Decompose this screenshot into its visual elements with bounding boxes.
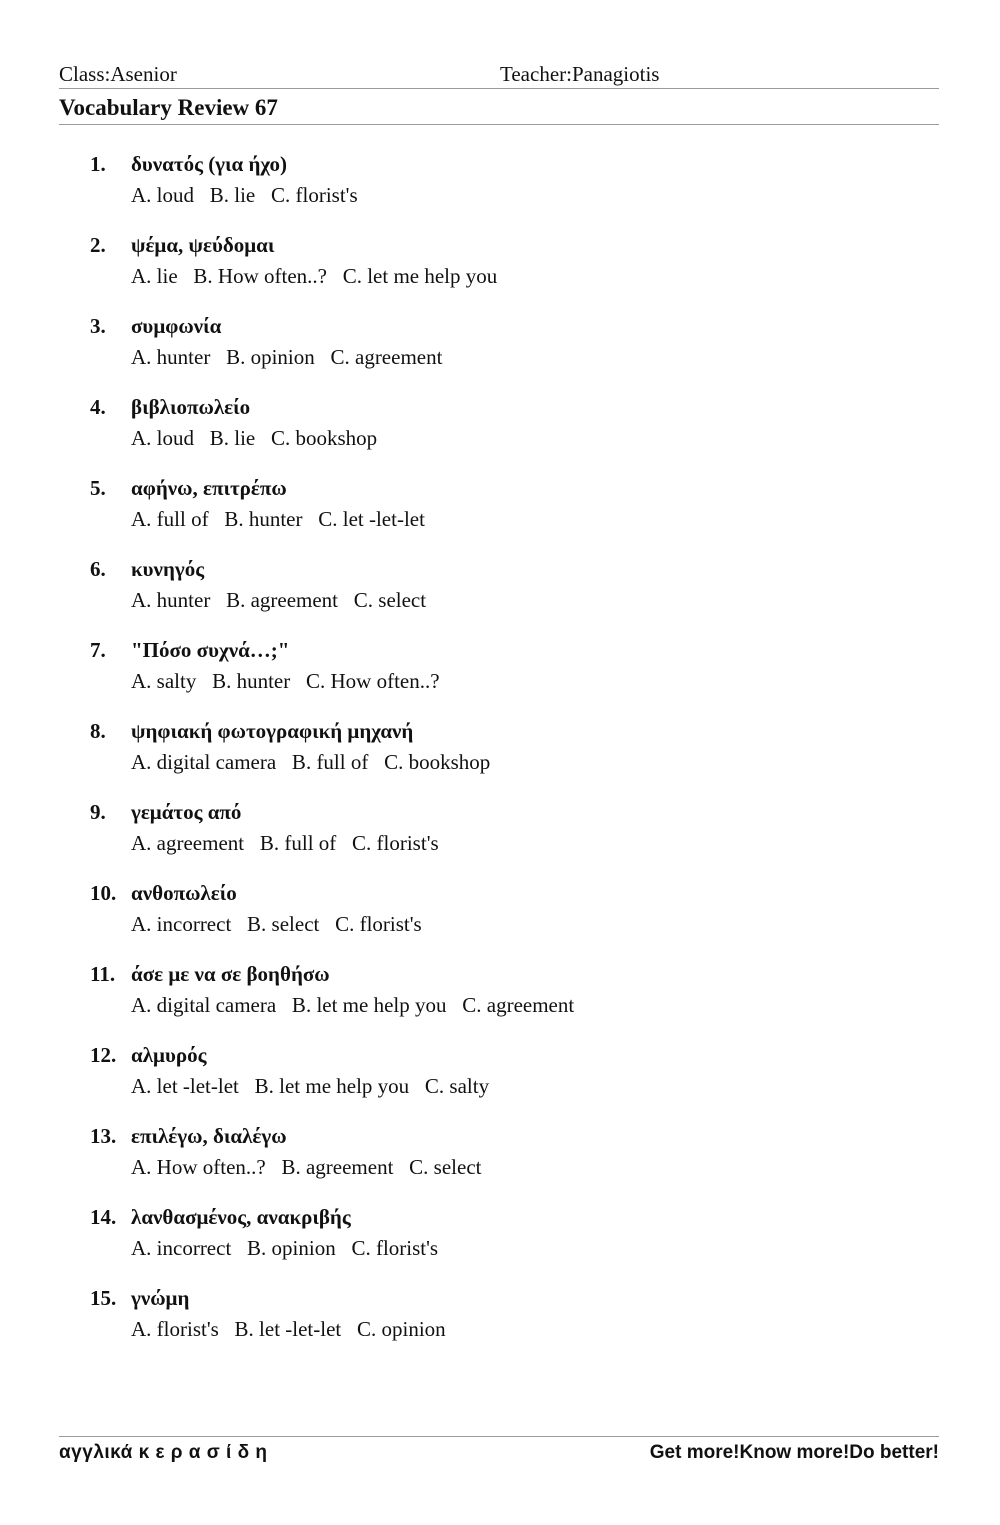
question-item <box>90 1203 910 1284</box>
question-options: A. loud B. lie C. florist's <box>131 183 358 207</box>
title-row <box>59 93 939 125</box>
question-prompt: συμφωνία <box>131 314 222 338</box>
question-item <box>90 150 910 231</box>
question-prompt: ανθοπωλείο <box>131 881 237 905</box>
question-prompt: "Πόσο συχνά…;" <box>131 638 290 662</box>
question-item <box>90 798 910 879</box>
question-list <box>90 150 910 1365</box>
question-number: 5. <box>90 476 106 500</box>
question-options: A. loud B. lie C. bookshop <box>131 426 378 450</box>
footer-slogan: Get more!Know more!Do better! <box>649 1442 939 1463</box>
question-prompt: αλμυρός <box>131 1043 207 1067</box>
question-options: A. agreement B. full of C. florist's <box>131 831 439 855</box>
question-options: A. let -let-let B. let me help you C. salty <box>131 1074 490 1098</box>
question-item <box>90 231 910 312</box>
question-number: 9. <box>90 800 106 824</box>
question-prompt: άσε με να σε βοηθήσω <box>131 962 330 986</box>
question-number: 12. <box>90 1043 117 1067</box>
teacher-label: Teacher:Panagiotis <box>500 62 660 86</box>
question-number: 1. <box>90 152 106 176</box>
question-prompt: ψηφιακή φωτογραφική μηχανή <box>131 719 414 743</box>
question-number: 3. <box>90 314 106 338</box>
question-item <box>90 393 910 474</box>
question-number: 6. <box>90 557 106 581</box>
question-number: 4. <box>90 395 106 419</box>
question-number: 14. <box>90 1205 117 1229</box>
question-options: A. salty B. hunter C. How often..? <box>131 669 440 693</box>
question-item <box>90 312 910 393</box>
question-prompt: επιλέγω, διαλέγω <box>131 1124 287 1148</box>
question-number: 13. <box>90 1124 117 1148</box>
footer-brand: αγγλικά κ ε ρ α σ ί δ η <box>59 1442 268 1463</box>
question-options: A. hunter B. opinion C. agreement <box>131 345 443 369</box>
worksheet-header <box>59 62 939 89</box>
question-options: A. full of B. hunter C. let -let-let <box>131 507 425 531</box>
question-options: A. lie B. How often..? C. let me help you <box>131 264 498 288</box>
question-number: 10. <box>90 881 117 905</box>
question-number: 15. <box>90 1286 117 1310</box>
class-label: Class:Asenior <box>59 62 177 86</box>
question-item <box>90 1284 910 1365</box>
question-prompt: κυνηγός <box>131 557 205 581</box>
page-title: Vocabulary Review 67 <box>59 95 278 120</box>
question-number: 7. <box>90 638 106 662</box>
question-options: A. incorrect B. opinion C. florist's <box>131 1236 439 1260</box>
question-prompt: αφήνω, επιτρέπω <box>131 476 287 500</box>
question-options: A. hunter B. agreement C. select <box>131 588 427 612</box>
question-options: A. How often..? B. agreement C. select <box>131 1155 482 1179</box>
question-number: 11. <box>90 962 116 986</box>
question-prompt: γεμάτος από <box>131 800 242 824</box>
question-item <box>90 474 910 555</box>
question-item <box>90 636 910 717</box>
question-prompt: γνώμη <box>131 1286 190 1310</box>
question-item <box>90 960 910 1041</box>
page-footer <box>59 1436 939 1471</box>
question-prompt: βιβλιοπωλείο <box>131 395 251 419</box>
question-item <box>90 717 910 798</box>
question-options: A. digital camera B. let me help you C. agreement <box>131 993 575 1017</box>
question-number: 8. <box>90 719 106 743</box>
question-prompt: ψέμα, ψεύδομαι <box>131 233 275 257</box>
question-item <box>90 555 910 636</box>
question-options: A. digital camera B. full of C. bookshop <box>131 750 491 774</box>
question-prompt: δυνατός (για ήχο) <box>131 152 288 176</box>
question-item <box>90 1122 910 1203</box>
question-prompt: λανθασμένος, ανακριβής <box>131 1205 351 1229</box>
question-number: 2. <box>90 233 106 257</box>
question-options: A. florist's B. let -let-let C. opinion <box>131 1317 446 1341</box>
question-item <box>90 879 910 960</box>
question-item <box>90 1041 910 1122</box>
question-options: A. incorrect B. select C. florist's <box>131 912 422 936</box>
